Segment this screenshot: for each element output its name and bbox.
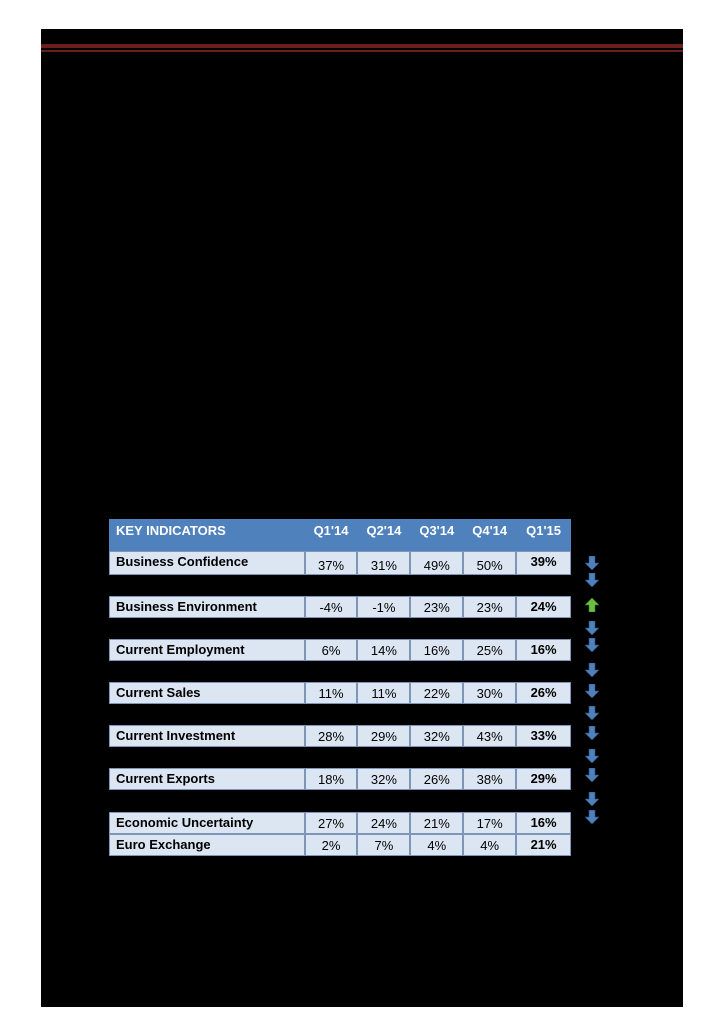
value-cell: 25%	[463, 639, 516, 661]
value-cell: 30%	[463, 682, 516, 704]
header-q1-14: Q1'14	[305, 519, 358, 551]
value-cell: 14%	[357, 639, 410, 661]
table-row	[109, 682, 571, 704]
table-row	[109, 639, 571, 661]
down-arrow-icon	[585, 768, 599, 782]
header-q4-14: Q4'14	[463, 519, 516, 551]
indicator-name: Current Employment	[109, 639, 305, 661]
down-arrow-icon	[585, 706, 599, 720]
down-arrow-icon	[585, 638, 599, 652]
table-row	[109, 812, 571, 834]
down-arrow-icon	[585, 621, 599, 635]
current-value-cell: 29%	[516, 768, 571, 790]
value-cell: 32%	[357, 768, 410, 790]
current-value-cell: 24%	[516, 596, 571, 618]
down-arrow-icon	[585, 749, 599, 763]
value-cell: 24%	[357, 812, 410, 834]
report-page	[41, 29, 683, 1007]
header-q3-14: Q3'14	[410, 519, 463, 551]
value-cell: 7%	[357, 834, 410, 856]
indicator-name: Economic Uncertainty	[109, 812, 305, 834]
table-row	[109, 768, 571, 790]
indicator-name: Current Investment	[109, 725, 305, 747]
table-row	[109, 596, 571, 618]
value-cell: 18%	[305, 768, 358, 790]
value-cell: 4%	[463, 834, 516, 856]
value-cell: 27%	[305, 812, 358, 834]
header-q2-14: Q2'14	[357, 519, 410, 551]
value-cell: 49%	[410, 551, 463, 575]
value-cell: 23%	[463, 596, 516, 618]
value-cell: 28%	[305, 725, 358, 747]
header-key-indicators: KEY INDICATORS	[109, 519, 305, 551]
value-cell: 38%	[463, 768, 516, 790]
down-arrow-icon	[585, 684, 599, 698]
down-arrow-icon	[585, 726, 599, 740]
value-cell: 31%	[357, 551, 410, 575]
table-row	[109, 834, 571, 856]
table-header-row	[109, 519, 571, 551]
current-value-cell: 33%	[516, 725, 571, 747]
value-cell: 23%	[410, 596, 463, 618]
header-rule-thin	[41, 50, 683, 52]
down-arrow-icon	[585, 663, 599, 677]
current-value-cell: 39%	[516, 551, 571, 575]
current-value-cell: 26%	[516, 682, 571, 704]
current-value-cell: 21%	[516, 834, 571, 856]
value-cell: 32%	[410, 725, 463, 747]
value-cell: 17%	[463, 812, 516, 834]
value-cell: 11%	[357, 682, 410, 704]
down-arrow-icon	[585, 573, 599, 587]
value-cell: 21%	[410, 812, 463, 834]
indicator-name: Current Sales	[109, 682, 305, 704]
table-row	[109, 551, 571, 575]
indicator-name: Euro Exchange	[109, 834, 305, 856]
indicator-name: Current Exports	[109, 768, 305, 790]
value-cell: 4%	[410, 834, 463, 856]
value-cell: 50%	[463, 551, 516, 575]
down-arrow-icon	[585, 556, 599, 570]
value-cell: 16%	[410, 639, 463, 661]
value-cell: -4%	[305, 596, 358, 618]
value-cell: 22%	[410, 682, 463, 704]
current-value-cell: 16%	[516, 639, 571, 661]
key-indicators-table	[109, 519, 571, 856]
value-cell: 6%	[305, 639, 358, 661]
value-cell: -1%	[357, 596, 410, 618]
header-rule	[41, 44, 683, 48]
value-cell: 2%	[305, 834, 358, 856]
header-q1-15: Q1'15	[516, 519, 571, 551]
value-cell: 43%	[463, 725, 516, 747]
value-cell: 26%	[410, 768, 463, 790]
value-cell: 11%	[305, 682, 358, 704]
table-row	[109, 725, 571, 747]
indicator-name: Business Confidence	[109, 551, 305, 575]
indicator-name: Business Environment	[109, 596, 305, 618]
value-cell: 29%	[357, 725, 410, 747]
value-cell: 37%	[305, 551, 358, 575]
down-arrow-icon	[585, 792, 599, 806]
up-arrow-icon	[585, 598, 599, 612]
down-arrow-icon	[585, 810, 599, 824]
current-value-cell: 16%	[516, 812, 571, 834]
